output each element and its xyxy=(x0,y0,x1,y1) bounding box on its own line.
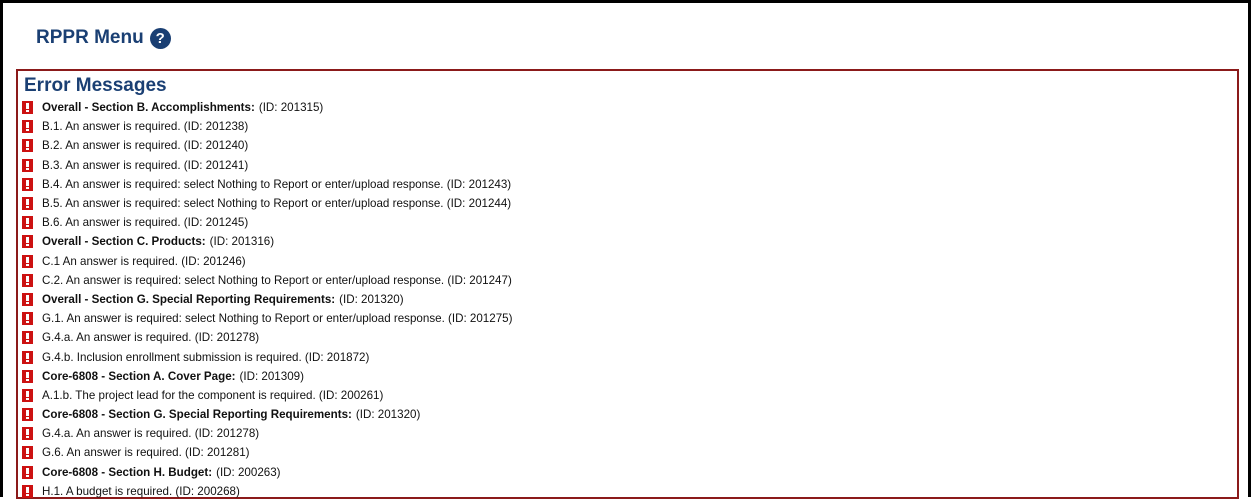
error-section-label: Overall - Section C. Products: xyxy=(42,235,206,249)
error-text: C.1 An answer is required. (ID: 201246) xyxy=(42,254,246,268)
error-icon xyxy=(22,312,33,325)
error-icon xyxy=(22,178,33,191)
error-item xyxy=(22,424,1237,443)
error-icon xyxy=(22,139,33,152)
error-list xyxy=(22,98,1237,501)
error-messages-heading: Error Messages xyxy=(24,75,167,96)
error-item xyxy=(22,213,1237,232)
error-icon xyxy=(22,293,33,306)
error-text: B.4. An answer is required: select Nothing to Report or enter/upload response. (ID: 201243) xyxy=(42,177,512,191)
error-icon xyxy=(22,370,33,383)
help-icon[interactable]: ? xyxy=(150,28,171,49)
error-text: B.2. An answer is required. (ID: 201240) xyxy=(42,139,249,153)
error-item xyxy=(22,194,1237,213)
error-icon xyxy=(22,197,33,210)
error-text: B.1. An answer is required. (ID: 201238) xyxy=(42,120,249,134)
error-item xyxy=(22,290,1237,309)
error-text: (ID: 201309) xyxy=(239,369,304,383)
error-item xyxy=(22,443,1237,462)
error-text: G.4.b. Inclusion enrollment submission is required. (ID: 201872) xyxy=(42,350,370,364)
menu-header xyxy=(36,23,171,53)
error-icon xyxy=(22,351,33,364)
error-text: B.5. An answer is required: select Nothing to Report or enter/upload response. (ID: 201244) xyxy=(42,197,512,211)
error-text: G.4.a. An answer is required. (ID: 201278) xyxy=(42,427,260,441)
error-item xyxy=(22,386,1237,405)
error-icon xyxy=(22,159,33,172)
error-text: (ID: 201316) xyxy=(209,235,275,249)
error-text: H.1. A budget is required. (ID: 200268) xyxy=(42,484,240,498)
error-icon xyxy=(22,101,33,114)
error-icon xyxy=(22,389,33,402)
error-item xyxy=(22,175,1237,194)
error-section-label: Core-6808 - Section A. Cover Page: xyxy=(42,369,236,383)
error-section-label: Overall - Section G. Special Reporting Requirements: xyxy=(42,292,336,306)
error-text: (ID: 201320) xyxy=(355,408,421,422)
error-text: A.1.b. The project lead for the component is required. (ID: 200261) xyxy=(42,388,384,402)
error-item xyxy=(22,328,1237,347)
error-text: G.1. An answer is required: select Nothing to Report or enter/upload response. (ID: 201275) xyxy=(42,312,513,326)
error-item xyxy=(22,367,1237,386)
error-item xyxy=(22,405,1237,424)
error-item xyxy=(22,309,1237,328)
error-item xyxy=(22,482,1237,501)
error-section-label: Overall - Section B. Accomplishments: xyxy=(42,101,255,115)
error-icon xyxy=(22,216,33,229)
error-section-label: Core-6808 - Section G. Special Reporting Requirements: xyxy=(42,408,352,422)
error-icon xyxy=(22,446,33,459)
error-item xyxy=(22,271,1237,290)
error-item xyxy=(22,136,1237,155)
error-text: G.4.a. An answer is required. (ID: 201278) xyxy=(42,331,260,345)
menu-title: RPPR Menu xyxy=(36,27,144,48)
error-text: G.6. An answer is required. (ID: 201281) xyxy=(42,446,250,460)
error-text: B.6. An answer is required. (ID: 201245) xyxy=(42,216,249,230)
error-item xyxy=(22,347,1237,366)
error-icon xyxy=(22,408,33,421)
error-item xyxy=(22,252,1237,271)
error-icon xyxy=(22,485,33,498)
error-item xyxy=(22,156,1237,175)
error-item xyxy=(22,117,1237,136)
error-messages-panel xyxy=(16,69,1239,499)
error-item xyxy=(22,232,1237,251)
error-icon xyxy=(22,427,33,440)
error-text: (ID: 200263) xyxy=(216,465,281,479)
error-text: (ID: 201315) xyxy=(258,101,324,115)
error-icon xyxy=(22,120,33,133)
error-item xyxy=(22,463,1237,482)
error-icon xyxy=(22,466,33,479)
error-icon xyxy=(22,255,33,268)
error-icon xyxy=(22,331,33,344)
error-icon xyxy=(22,274,33,287)
error-section-label: Core-6808 - Section H. Budget: xyxy=(42,465,213,479)
error-text: (ID: 201320) xyxy=(339,292,404,306)
error-text: B.3. An answer is required. (ID: 201241) xyxy=(42,158,249,172)
error-icon xyxy=(22,235,33,248)
error-text: C.2. An answer is required: select Nothing to Report or enter/upload response. (ID: 201247) xyxy=(42,273,512,287)
error-item xyxy=(22,98,1237,117)
